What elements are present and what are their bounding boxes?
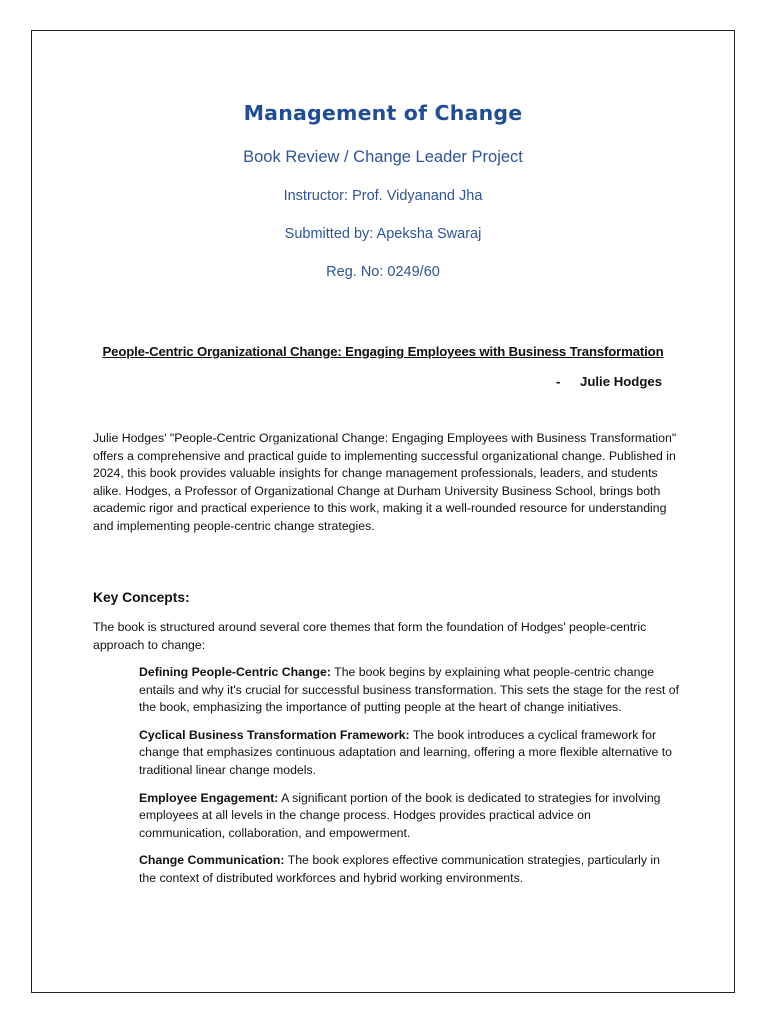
key-concepts-intro: The book is structured around several core themes that form the foundation of Hodges' people-centric approach to change:	[93, 620, 647, 652]
concept-label: Change Communication:	[139, 853, 285, 868]
key-concepts-heading: Key Concepts:	[93, 590, 190, 605]
key-concepts-list	[139, 664, 679, 898]
concept-label: Defining People-Centric Change:	[139, 665, 331, 679]
book-title: People-Centric Organizational Change: Engaging Employees with Business Transformation	[102, 344, 664, 359]
submitted-by-line: Submitted by: Apeksha Swaraj	[284, 226, 482, 242]
author-dash: -	[556, 374, 561, 389]
concept-item	[139, 664, 679, 717]
book-author-line	[556, 374, 662, 389]
concept-item	[139, 852, 679, 887]
concept-item	[139, 727, 679, 780]
intro-paragraph: Julie Hodges' "People-Centric Organizational Change: Engaging Employees with Business Transformation" offers a comprehensive and practical guide to implementing successful organizational change. Published in 2024, this book provides valuable insights for change management professionals, leaders, and students alike. Hodges, a Professor of Organizational Change at Durham University Business School, brings both academic rigor and practical experience to this work, making it a well-rounded resource for understanding and implementing people-centric change strategies.	[93, 431, 677, 533]
document-title: Management of Change	[243, 101, 523, 125]
concept-text: A significant portion of the book is dedicated to strategies for involving employees at all levels in the change process. Hodges provides practical advice on communication, collaboration, and empowerment.	[139, 790, 661, 840]
concept-item	[139, 790, 679, 843]
instructor-line: Instructor: Prof. Vidyanand Jha	[283, 188, 483, 204]
document-subtitle: Book Review / Change Leader Project	[243, 148, 523, 166]
book-author: Julie Hodges	[580, 374, 663, 389]
concept-label: Cyclical Business Transformation Framework:	[139, 727, 410, 742]
concept-text: The book begins by explaining what people-centric change entails and why it's crucial for successful business transformation. This sets the stage for the rest of the book, emphasizing the importance of putting people at the heart of change initiatives.	[139, 665, 680, 715]
concept-text: The book explores effective communication strategies, particularly in the context of distributed workforces and hybrid working environments.	[139, 853, 660, 885]
concept-label: Employee Engagement:	[139, 790, 279, 805]
registration-number-line: Reg. No: 0249/60	[326, 264, 440, 280]
concept-text: The book introduces a cyclical framework for change that emphasizes continuous adaptation and learning, offering a more flexible alternative to traditional linear change models.	[139, 727, 672, 777]
